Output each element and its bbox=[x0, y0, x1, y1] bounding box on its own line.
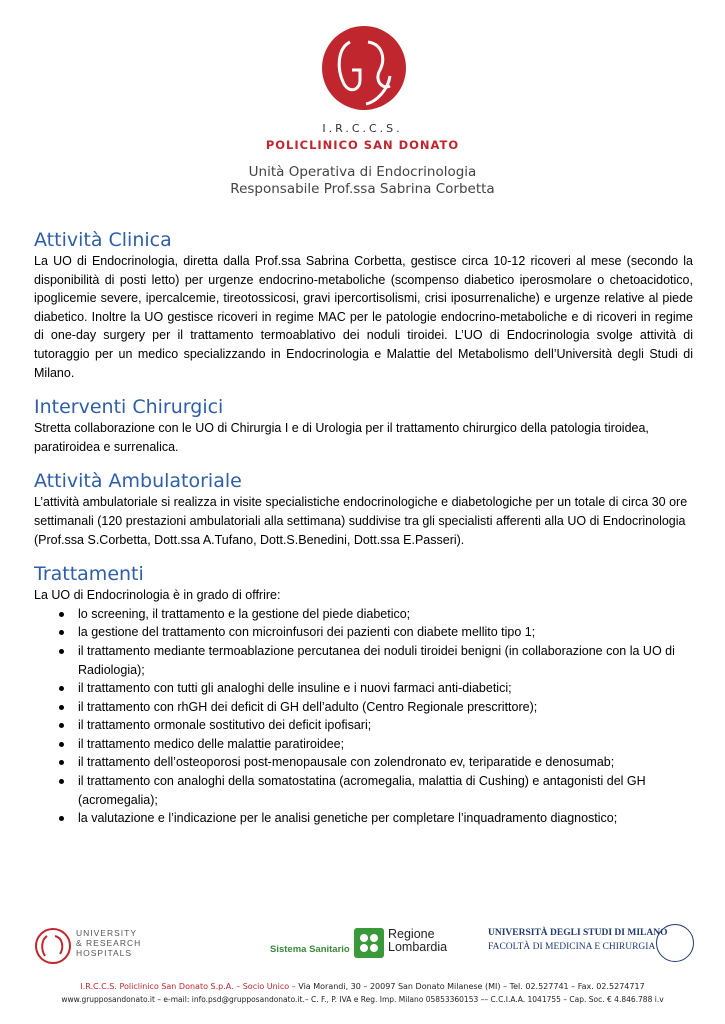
regione-lombardia-logo bbox=[270, 926, 460, 966]
section-text: L’attività ambulatoriale si realizza in visite specialistiche endocrinologiche e diabetologiche per un totale di circa 30 ore settimanali (120 prestazioni ambulatoriali alla settimana) suddivise tra gli specialisti afferenti alla UO di Endocrinologia (Prof.ssa S.Corbetta, Dott.ssa A.Tufano, Dott.S.Benedini, Dott.ssa E.Passeri). bbox=[34, 495, 688, 547]
list-item bbox=[34, 698, 693, 717]
university-research-hospitals-logo bbox=[34, 926, 154, 966]
university-seal-icon bbox=[656, 924, 694, 962]
section-intro: La UO di Endocrinologia è in grado di offrire: bbox=[34, 588, 281, 603]
urh-text bbox=[76, 928, 141, 958]
gsd-logo-icon bbox=[320, 24, 408, 122]
letterhead bbox=[0, 0, 725, 205]
footer-logos bbox=[0, 920, 725, 970]
bullet-icon bbox=[59, 779, 64, 784]
section-text: La UO di Endocrinologia, diretta dalla Prof.ssa Sabrina Corbetta, gestisce circa 10-12 ricoveri al mese (secondo la disponibilità di posti letto) per urgenze endocrino-metaboliche (scompenso diabetico iperosmolare o chetoacidotico, ipoglicemie severe, ipercalcemie, tireotossicosi, gravi ipercortisolismi, crisi iposurrenaliche) e urgenze relative al piede diabetico. Inoltre la UO gestisce ricoveri in regime MAC per le patologie endocrino-metaboliche e di ricoveri in regime di one-day surgery per il trattamento termoablativo dei noduli tiroidei. L’UO di Endocrinologia svolge attività di tutoraggio per un medico specializzando in Endocrinologia e Malattie del Metabolismo dell’Università degli Studi di Milano. bbox=[34, 254, 693, 380]
company-name: I.R.C.C.S. Policlinico San Donato S.p.A. – Socio Unico – bbox=[80, 982, 296, 991]
list-item-text: la valutazione e l’indicazione per le analisi genetiche per completare l’inquadramento diagnostico; bbox=[78, 811, 618, 826]
list-item bbox=[34, 623, 693, 642]
list-item-text: il trattamento con tutti gli analoghi delle insuline e i nuovi farmaci anti-diabetici; bbox=[78, 681, 512, 696]
bullet-icon bbox=[59, 686, 64, 691]
section-text: Stretta collaborazione con le UO di Chirurgia I e di Urologia per il trattamento chirurgico della patologia tiroidea, paratiroidea e surrenalica. bbox=[34, 421, 649, 454]
list-item-text: la gestione del trattamento con microinfusori dei pazienti con diabete mellito tipo 1; bbox=[78, 625, 536, 640]
document-body bbox=[34, 228, 693, 841]
section-attivita-clinica bbox=[34, 228, 693, 382]
university-name: UNIVERSITÀ DEGLI STUDI DI MILANO bbox=[488, 928, 668, 938]
list-item-text: il trattamento dell’osteoporosi post-menopausale con zolendronato ev, teriparatide e denosumab; bbox=[78, 755, 615, 770]
regione-line: Regione bbox=[388, 927, 435, 941]
unit-head: Responsabile Prof.ssa Sabrina Corbetta bbox=[230, 181, 495, 197]
urh-line: & RESEARCH bbox=[76, 938, 142, 948]
bullet-icon bbox=[59, 630, 64, 635]
list-item-text: il trattamento ormonale sostitutivo dei deficit ipofisari; bbox=[78, 718, 372, 733]
regione-name bbox=[388, 928, 447, 954]
section-trattamenti bbox=[34, 562, 693, 828]
section-title: Trattamenti bbox=[34, 563, 144, 586]
list-item bbox=[34, 716, 693, 735]
urh-line: UNIVERSITY bbox=[76, 928, 138, 938]
footer-legal: www.grupposandonato.it – e-mail: info.psd@grupposandonato.it.– C. F., P. IVA e Reg. Imp. Milano 05853360153 –– C.C.I.A.A. 1041755 – Cap. Soc. € 4.846.788 i.v bbox=[61, 995, 664, 1004]
section-attivita-ambulatoriale bbox=[34, 469, 693, 549]
bullet-icon bbox=[59, 612, 64, 617]
hospital-name: POLICLINICO SAN DONATO bbox=[265, 138, 460, 152]
bullet-icon bbox=[59, 816, 64, 821]
treatment-list bbox=[34, 605, 693, 828]
list-item-text: lo screening, il trattamento e la gestione del piede diabetico; bbox=[78, 606, 411, 621]
bullet-icon bbox=[59, 649, 64, 654]
section-title: Attività Clinica bbox=[34, 229, 172, 251]
list-item-text: il trattamento medico delle malattie paratiroidee; bbox=[78, 736, 345, 751]
bullet-icon bbox=[59, 705, 64, 710]
faculty-name: FACOLTÀ DI MEDICINA E CHIRURGIA bbox=[488, 942, 656, 952]
gsd-small-logo-icon bbox=[34, 926, 72, 966]
bullet-icon bbox=[59, 760, 64, 765]
list-item bbox=[34, 735, 693, 754]
address-details: Via Morandi, 30 – 20097 San Donato Milanese (MI) – Tel. 02.527741 – Fax. 02.5274717 bbox=[295, 982, 645, 991]
list-item-text: il trattamento con analoghi della somatostatina (acromegalia, malattia di Cushing) e antagonisti del GH (acromegalia); bbox=[78, 774, 646, 807]
bullet-icon bbox=[59, 723, 64, 728]
list-item bbox=[34, 605, 693, 624]
unit-name: Unità Operativa di Endocrinologia bbox=[248, 164, 477, 180]
footer-address bbox=[0, 982, 725, 991]
regione-emblem-icon bbox=[354, 928, 384, 958]
list-item-text: il trattamento con rhGH dei deficit di GH dell’adulto (Centro Regionale prescrittore); bbox=[78, 699, 538, 714]
section-interventi-chirurgici bbox=[34, 395, 693, 456]
sistema-sanitario-label: Sistema Sanitario bbox=[270, 944, 350, 955]
bullet-icon bbox=[59, 742, 64, 747]
list-item bbox=[34, 772, 693, 809]
unit-heading bbox=[0, 164, 725, 198]
section-title: Interventi Chirurgici bbox=[34, 396, 224, 419]
irccs-label: I.R.C.C.S. bbox=[322, 122, 403, 135]
section-title: Attività Ambulatoriale bbox=[34, 470, 242, 493]
list-item bbox=[34, 679, 693, 698]
list-item bbox=[34, 642, 693, 679]
list-item bbox=[34, 809, 693, 828]
universita-milano-logo bbox=[488, 924, 698, 968]
urh-line: HOSPITALS bbox=[76, 948, 133, 958]
regione-line: Lombardia bbox=[388, 940, 448, 954]
list-item bbox=[34, 753, 693, 772]
list-item-text: il trattamento mediante termoablazione percutanea dei noduli tiroidei benigni (in collaborazione con la UO di Radiologia); bbox=[78, 643, 675, 677]
